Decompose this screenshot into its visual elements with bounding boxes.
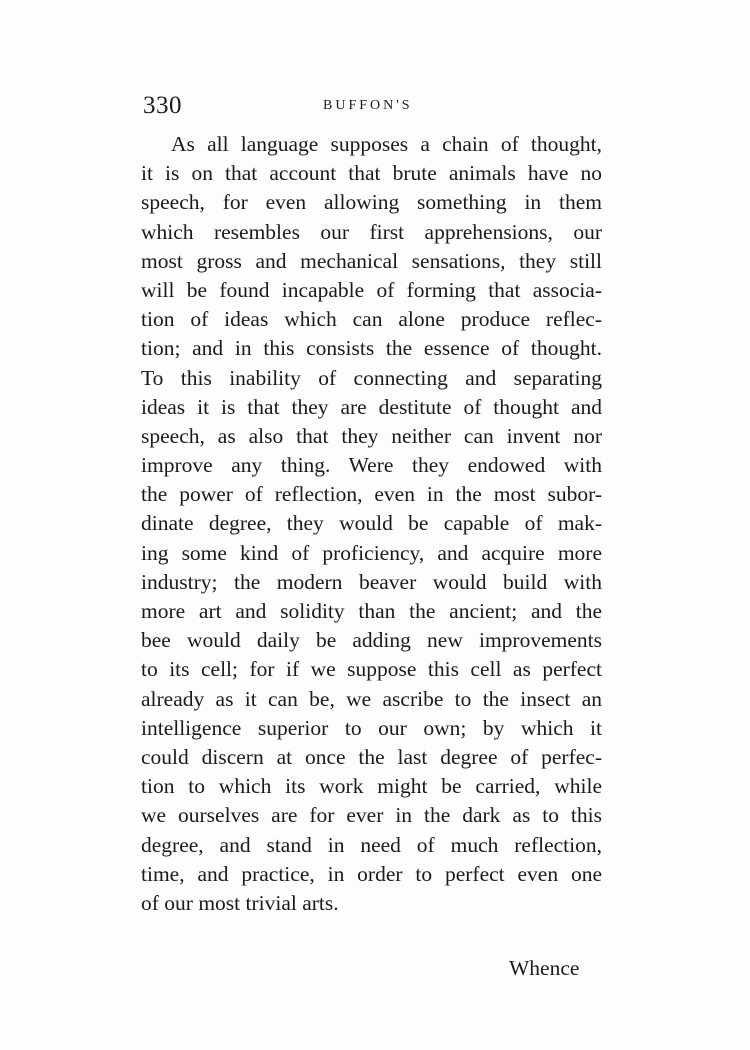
text-line: already as it can be, we ascribe to the insect an	[141, 686, 602, 711]
text-line: ideas it is that they are destitute of thought and	[141, 394, 602, 419]
catchword: Whence	[509, 956, 580, 980]
text-line: ing some kind of proficiency, and acquire more	[141, 540, 602, 565]
text-line: improve any thing. Were they endowed with	[141, 453, 602, 478]
text-line: tion to which its work might be carried, while	[141, 774, 602, 799]
text-line: speech, as also that they neither can invent nor	[141, 423, 602, 448]
text-line: As all language supposes a chain of thought,	[171, 132, 602, 156]
text-line: To this inability of connecting and separating	[141, 365, 602, 390]
text-line: to its cell; for if we suppose this cell as perfect	[141, 657, 602, 682]
text-line: will be found incapable of forming that associa-	[141, 277, 602, 302]
text-line: it is on that account that brute animals have no	[141, 161, 602, 186]
text-line: time, and practice, in order to perfect even one	[141, 861, 602, 886]
text-line: we ourselves are for ever in the dark as to this	[141, 803, 602, 828]
running-title: BUFFON'S	[323, 98, 413, 113]
text-line: tion of ideas which can alone produce reflec-	[141, 307, 602, 332]
text-line: which resembles our first apprehensions, our	[141, 219, 602, 244]
text-line: industry; the modern beaver would build with	[141, 569, 602, 594]
text-line: dinate degree, they would be capable of mak-	[141, 511, 602, 536]
body-text	[141, 130, 602, 918]
text-line: the power of reflection, even in the most subor-	[141, 482, 602, 507]
text-line: most gross and mechanical sensations, they still	[141, 248, 602, 273]
page-number: 330	[143, 92, 182, 119]
text-line: more art and solidity than the ancient; and the	[141, 599, 602, 623]
text-line: of our most trivial arts.	[141, 890, 339, 915]
text-line: could discern at once the last degree of perfec-	[141, 744, 602, 769]
text-line: tion; and in this consists the essence of thought.	[141, 336, 602, 361]
text-line: intelligence superior to our own; by which it	[141, 715, 602, 740]
text-line: degree, and stand in need of much reflection,	[141, 832, 602, 857]
running-head	[143, 92, 603, 122]
text-line: bee would daily be adding new improvements	[141, 628, 602, 653]
text-line: speech, for even allowing something in them	[141, 190, 602, 215]
